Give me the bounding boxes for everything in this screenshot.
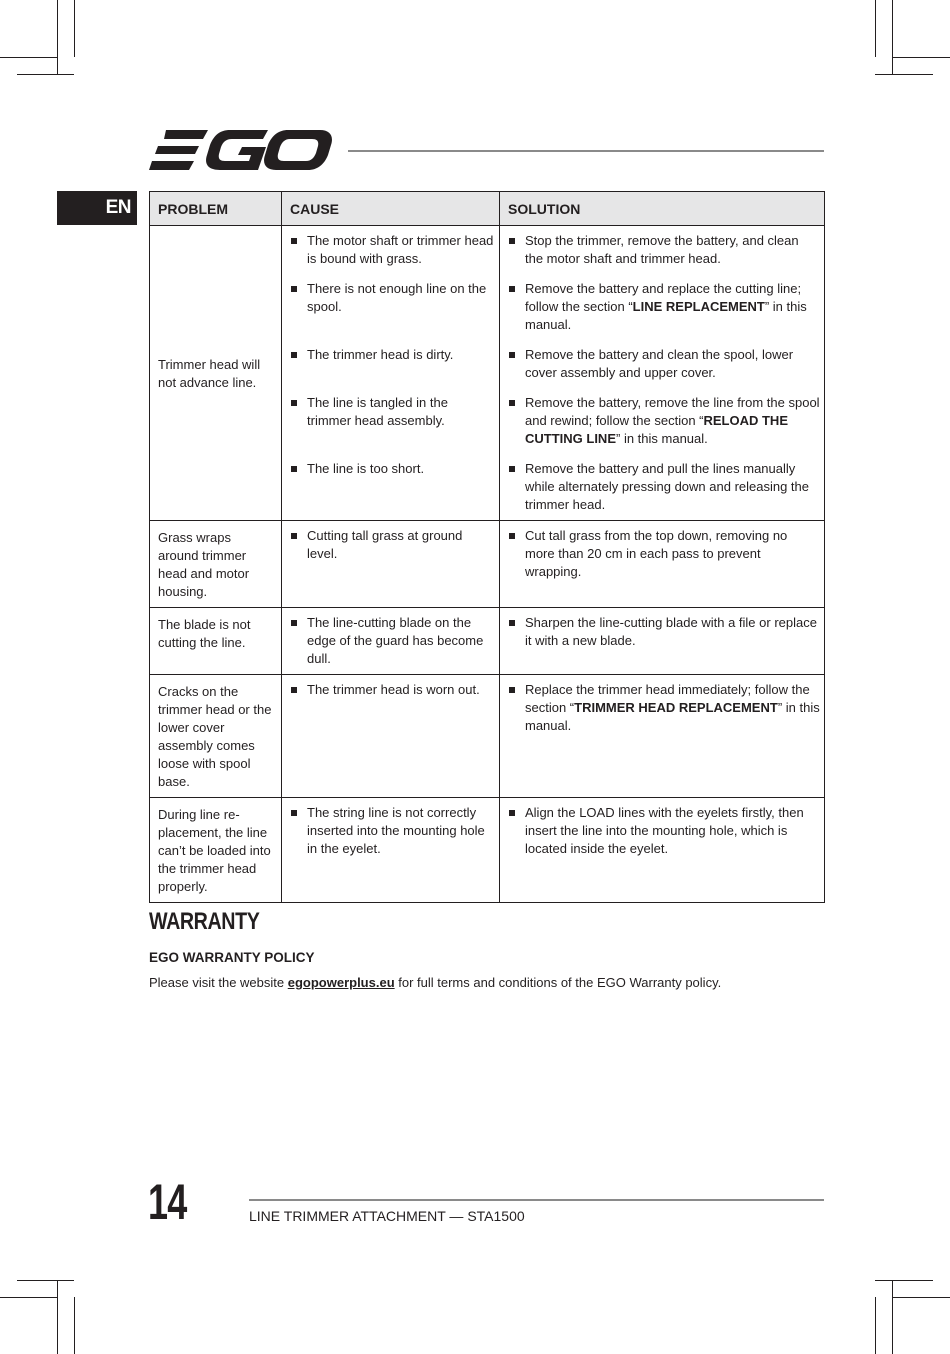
solution-text: Replace the trimmer head immediately; follow the section “ (525, 682, 810, 715)
table-row (150, 521, 825, 608)
solution-list (500, 521, 824, 587)
cause-item: The trimmer head is dirty. (290, 346, 495, 382)
warranty-website-link[interactable]: egopowerplus.eu (287, 975, 395, 990)
cause-list (282, 521, 499, 587)
solution-item (508, 681, 820, 735)
crop-mark (892, 0, 893, 74)
solution-list (500, 675, 824, 741)
solution-text: Remove the battery, remove the line from the spool and rewind; follow the section “ (525, 395, 820, 428)
cause-item: Cutting tall grass at ground level. (290, 527, 495, 581)
column-header-problem: PROBLEM (150, 192, 282, 226)
crop-mark (74, 1297, 75, 1354)
solution-text: Sharpen the line-cutting blade with a file or replace it with a new blade. (525, 615, 817, 648)
column-header-solution: SOLUTION (500, 192, 825, 226)
solution-text: Stop the trimmer, remove the battery, and clean the motor shaft and trimmer head. (525, 233, 799, 266)
crop-mark (0, 1297, 57, 1298)
crop-mark (57, 1280, 58, 1354)
table-row (150, 608, 825, 675)
solution-text: ” in this manual. (616, 431, 708, 446)
solution-section-ref: LINE REPLACEMENT (632, 299, 765, 314)
crop-mark (17, 74, 74, 75)
problem-text: Cracks on the trimmer head or the lower cover assembly comes loose with spool base. (158, 684, 272, 789)
table-row (150, 798, 825, 903)
warranty-text-after: for full terms and conditions of the EGO Warranty policy. (394, 975, 722, 990)
solution-item (508, 280, 820, 334)
solution-item (508, 460, 820, 514)
cause-item: The string line is not correctly inserted into the mounting hole in the eyelet. (290, 804, 495, 858)
problem-text: The blade is not cutting the line. (158, 617, 251, 650)
solution-text: ” in this manual. (525, 700, 820, 733)
solution-cell (500, 798, 825, 903)
cause-list (282, 798, 499, 864)
solution-cell (500, 226, 825, 521)
solution-item (508, 527, 820, 581)
solution-list (500, 226, 824, 520)
solution-item (508, 394, 820, 448)
solution-text: Remove the battery and clean the spool, lower cover assembly and upper cover. (525, 347, 794, 380)
solution-text: Remove the battery and replace the cutting line; follow the section “ (525, 281, 802, 314)
header-rule (348, 150, 824, 152)
solution-item (508, 232, 820, 268)
ego-logo (148, 128, 332, 172)
crop-mark (893, 57, 950, 58)
problem-cell (150, 226, 282, 521)
solution-text: Remove the battery and pull the lines manually while alternately pressing down and releasing the trimmer head. (525, 461, 810, 512)
solution-item (508, 614, 820, 668)
cause-cell (282, 798, 500, 903)
crop-mark (875, 1297, 876, 1354)
table-header-row (150, 192, 825, 226)
solution-list (500, 798, 824, 864)
cause-item: The line is tangled in the trimmer head assembly. (290, 394, 495, 448)
warranty-subheading: EGO WARRANTY POLICY (149, 950, 315, 965)
cause-cell (282, 608, 500, 675)
problem-cell (150, 608, 282, 675)
solution-cell (500, 521, 825, 608)
problem-text: Trimmer head will not advance line. (158, 357, 261, 390)
language-tab: EN (57, 191, 137, 225)
solution-text: Cut tall grass from the top down, removing no more than 20 cm in each pass to prevent wrapping. (525, 528, 788, 579)
cause-item: The motor shaft or trimmer head is bound with grass. (290, 232, 495, 268)
footer-title: LINE TRIMMER ATTACHMENT — STA1500 (249, 1208, 525, 1224)
solution-section-ref: TRIMMER HEAD REPLACEMENT (574, 700, 778, 715)
solution-section-ref: RELOAD THE CUTTING LINE (525, 413, 788, 446)
solution-item (508, 804, 820, 858)
crop-mark (17, 1280, 74, 1281)
table-row (150, 675, 825, 798)
cause-list (282, 226, 499, 520)
cause-item: The line is too short. (290, 460, 495, 514)
solution-text: Align the LOAD lines with the eyelets firstly, then insert the line into the mounting hole, which is located inside the eyelet. (525, 805, 804, 856)
crop-mark (875, 1280, 933, 1281)
warranty-paragraph (149, 975, 721, 990)
warranty-heading: WARRANTY (149, 908, 260, 935)
problem-cell (150, 521, 282, 608)
cause-list (282, 675, 499, 741)
page-number: 14 (148, 1174, 187, 1230)
solution-cell (500, 608, 825, 675)
cause-item: The line-cutting blade on the edge of the guard has become dull. (290, 614, 495, 668)
solution-list (500, 608, 824, 674)
cause-item: The trimmer head is worn out. (290, 681, 495, 735)
troubleshooting-table (149, 191, 825, 903)
crop-mark (875, 0, 876, 57)
problem-text: Grass wraps around trimmer head and motor housing. (158, 530, 250, 599)
cause-list (282, 608, 499, 674)
solution-text: ” in this manual. (525, 299, 807, 332)
cause-cell (282, 521, 500, 608)
table-row (150, 226, 825, 521)
column-header-cause: CAUSE (282, 192, 500, 226)
crop-mark (0, 57, 57, 58)
crop-mark (893, 1297, 950, 1298)
cause-cell (282, 675, 500, 798)
crop-mark (875, 74, 933, 75)
solution-item (508, 346, 820, 382)
warranty-text-before: Please visit the website (149, 975, 288, 990)
problem-text: During line re-placement, the line can’t be loaded into the trimmer head properly. (158, 807, 271, 894)
cause-item: There is not enough line on the spool. (290, 280, 495, 334)
crop-mark (57, 0, 58, 74)
crop-mark (892, 1280, 893, 1354)
problem-cell (150, 675, 282, 798)
problem-cell (150, 798, 282, 903)
crop-mark (74, 0, 75, 57)
footer-rule (249, 1199, 824, 1201)
solution-cell (500, 675, 825, 798)
cause-cell (282, 226, 500, 521)
